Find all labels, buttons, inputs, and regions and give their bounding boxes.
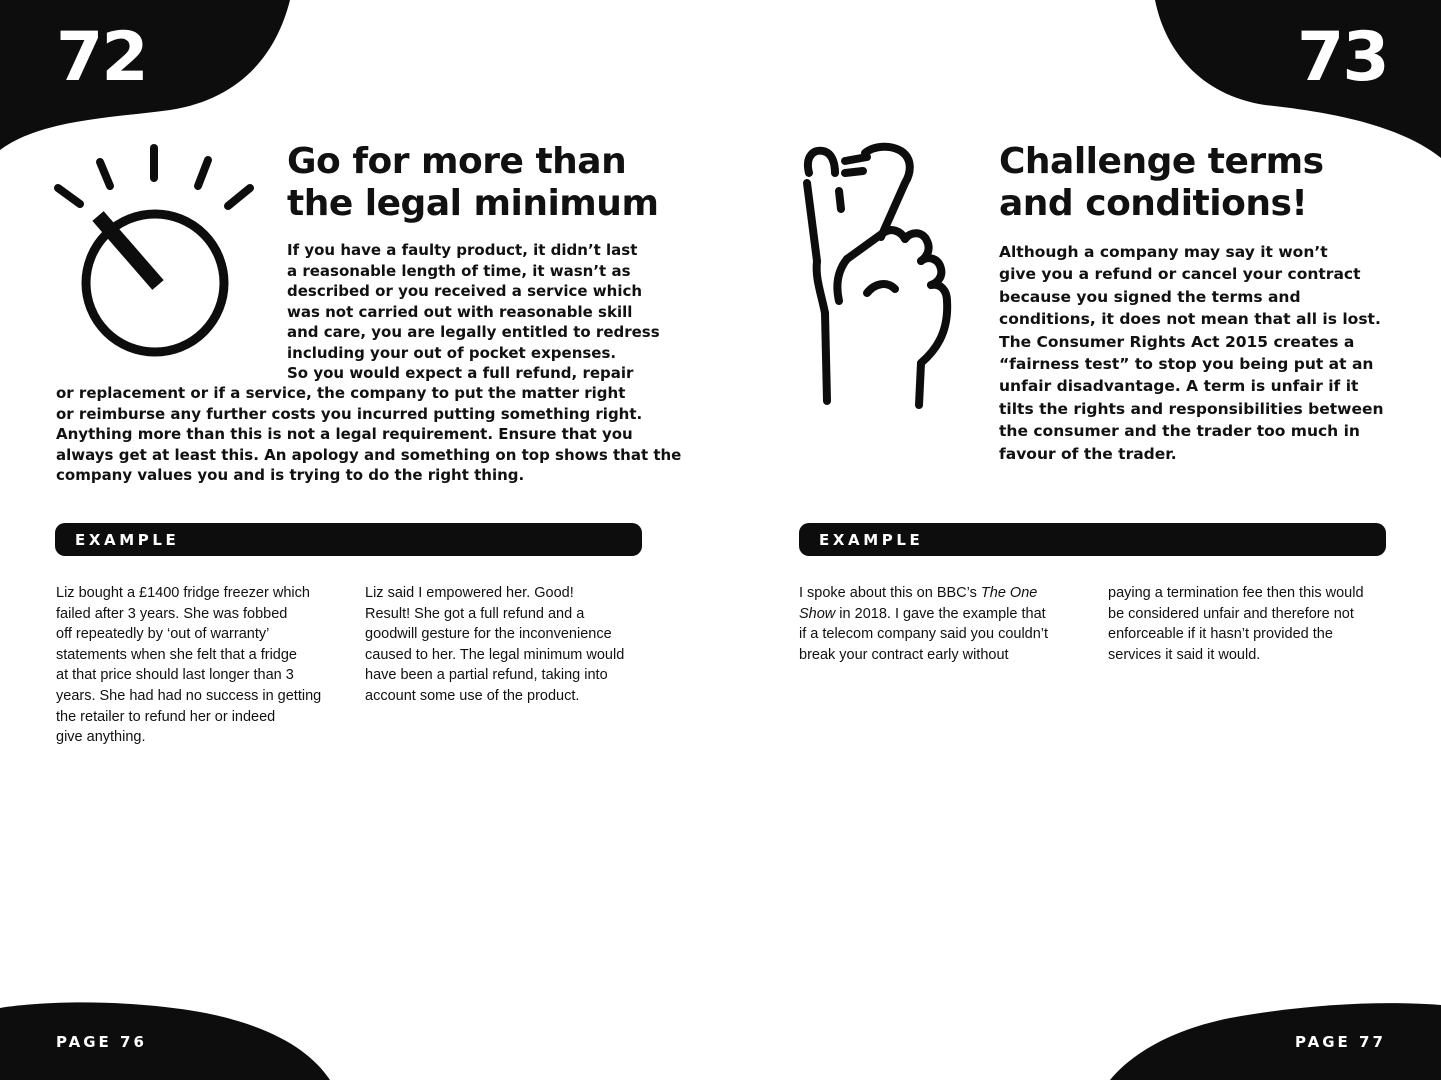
- text-run: in 2018. I gave the example that: [835, 605, 1046, 622]
- text-line: give you a refund or cancel your contract: [999, 265, 1361, 284]
- heading-line: Go for more than: [287, 141, 627, 182]
- text-line: Result! She got a full refund and a: [365, 605, 585, 622]
- right-body-text: [999, 241, 1384, 465]
- text-line: the consumer and the trader too much in: [999, 422, 1360, 441]
- text-line: If you have a faulty product, it didn’t last: [287, 241, 638, 259]
- text-line: statements when she felt that a fridge: [56, 646, 297, 663]
- bottom-right-blob: [1110, 1003, 1441, 1080]
- text-line: Liz bought a £1400 fridge freezer which: [56, 585, 310, 601]
- left-heading: [287, 141, 658, 225]
- heading-line: the legal minimum: [287, 183, 659, 224]
- text-line: have been a partial refund, taking into: [365, 667, 608, 684]
- text-line: favour of the trader.: [999, 444, 1177, 463]
- right-example-col2: [1108, 583, 1364, 665]
- text-line: a reasonable length of time, it wasn’t as: [287, 261, 631, 280]
- example-label: EXAMPLE: [75, 531, 180, 549]
- text-line: off repeatedly by ‘out of warranty’: [56, 626, 270, 643]
- text-line: enforceable if it hasn’t provided the: [1108, 626, 1333, 643]
- bottom-left-blob: [0, 1002, 330, 1080]
- text-line: be considered unfair and therefore not: [1108, 605, 1354, 622]
- text-line: was not carried out with reasonable skill: [287, 302, 633, 321]
- example-label: EXAMPLE: [819, 531, 924, 549]
- text-line: years. She had had no success in getting: [56, 687, 322, 704]
- text-line: [799, 583, 1048, 604]
- text-line: Liz said I empowered her. Good!: [365, 585, 574, 601]
- text-line: So you would expect a full refund, repair: [287, 364, 634, 382]
- text-line: failed after 3 years. She was fobbed: [56, 605, 288, 622]
- right-heading: [999, 141, 1324, 225]
- text-line: Although a company may say it won’t: [999, 243, 1328, 261]
- left-example-col2: [365, 583, 624, 707]
- text-line: services it said it would.: [1108, 646, 1261, 663]
- text-line: The Consumer Rights Act 2015 creates a: [999, 332, 1355, 351]
- text-line: caused to her. The legal minimum would: [365, 646, 625, 663]
- left-intro-text: [287, 240, 660, 384]
- text-line: Anything more than this is not a legal requirement. Ensure that you: [56, 425, 633, 443]
- text-line: described or you received a service which: [287, 282, 643, 300]
- chapter-number-right: 73: [1297, 18, 1388, 97]
- heading-line: Challenge terms: [999, 141, 1324, 182]
- page-footer-right: PAGE 77: [1295, 1033, 1386, 1051]
- text-line: or replacement or if a service, the company to put the matter right: [56, 384, 626, 402]
- left-body-text: [56, 383, 681, 486]
- text-line: [799, 604, 1048, 625]
- text-line: and care, you are legally entitled to redress: [287, 323, 660, 341]
- text-line: conditions, it does not mean that all is lost.: [999, 310, 1381, 329]
- text-line: including your out of pocket expenses.: [287, 343, 617, 362]
- text-line: always get at least this. An apology and something on top shows that the: [56, 445, 682, 464]
- chapter-number-left: 72: [56, 18, 147, 97]
- text-line: the retailer to refund her or indeed: [56, 708, 276, 725]
- text-line: company values you and is trying to do the right thing.: [56, 466, 525, 484]
- text-line: account some use of the product.: [365, 687, 580, 704]
- text-line: “fairness test” to stop you being put at an: [999, 355, 1374, 374]
- show-title: The One: [980, 585, 1038, 601]
- text-line: at that price should last longer than 3: [56, 667, 294, 684]
- crossed-fingers-icon: [795, 143, 975, 408]
- text-line: if a telecom company said you couldn’t: [799, 626, 1049, 643]
- page-footer-left: PAGE 76: [56, 1033, 147, 1051]
- text-line: paying a termination fee then this would: [1108, 585, 1364, 601]
- example-bar-left: [55, 523, 642, 556]
- left-example-col1: [56, 583, 321, 748]
- text-line: because you signed the terms and: [999, 287, 1301, 306]
- example-bar-right: [799, 523, 1386, 556]
- text-line: unfair disadvantage. A term is unfair if it: [999, 377, 1359, 396]
- text-line: break your contract early without: [799, 646, 1009, 663]
- text-line: or reimburse any further costs you incurred putting something right.: [56, 404, 643, 423]
- show-title: Show: [799, 605, 836, 622]
- text-line: goodwill gesture for the inconvenience: [365, 626, 612, 643]
- text-line: give anything.: [56, 729, 146, 746]
- timer-icon: [50, 140, 260, 360]
- text-line: tilts the rights and responsibilities between: [999, 399, 1384, 418]
- right-example-col1: [799, 583, 1048, 665]
- text-run: I spoke about this on BBC’s: [799, 585, 981, 601]
- heading-line: and conditions!: [999, 183, 1308, 224]
